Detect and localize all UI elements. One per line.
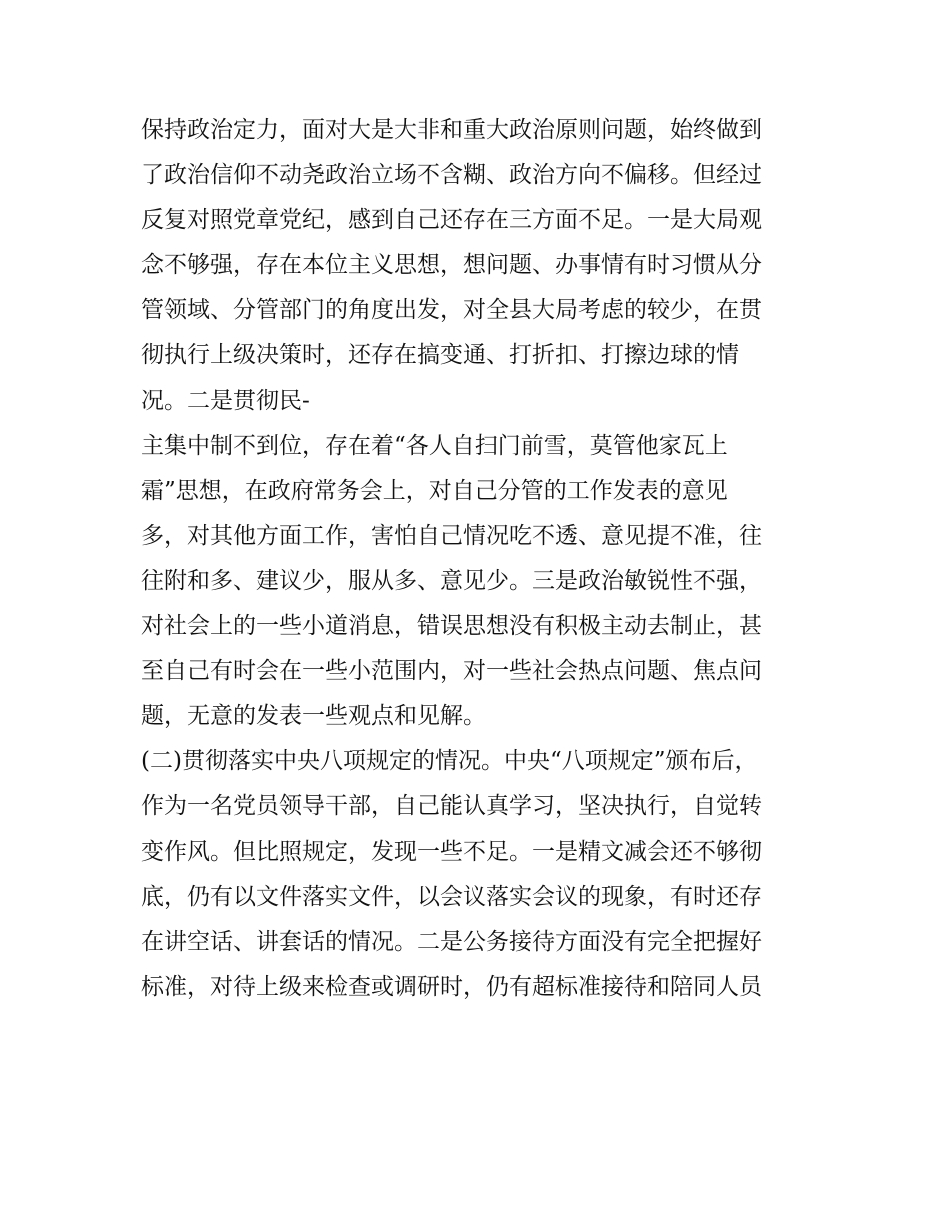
text-line: 底，仍有以文件落实文件，以会议落实会议的现象，有时还存 bbox=[141, 883, 762, 910]
text-line: 念不够强，存在本位主义思想，想问题、办事情有时习惯从分 bbox=[141, 252, 762, 279]
text-line: 管领域、分管部门的角度出发，对全县大局考虑的较少，在贯 bbox=[141, 297, 762, 324]
text-line: 主集中制不到位，存在着“各人自扫门前雪，莫管他家瓦上 bbox=[141, 432, 728, 459]
text-line: 往附和多、建议少，服从多、意见少。三是政治敏锐性不强， bbox=[141, 567, 762, 594]
text-line: 霜”思想，在政府常务会上，对自己分管的工作发表的意见 bbox=[141, 477, 728, 504]
text-line: 作为一名党员领导干部，自己能认真学习，坚决执行，自觉转 bbox=[141, 793, 762, 820]
text-line: 至自己有时会在一些小范围内，对一些社会热点问题、焦点问 bbox=[141, 658, 762, 685]
text-line: 变作风。但比照规定，发现一些不足。一是精文减会还不够彻 bbox=[141, 838, 762, 865]
text-line: 在讲空话、讲套话的情况。二是公务接待方面没有完全把握好 bbox=[141, 928, 762, 955]
text-line: 了政治信仰不动尧政治立场不含糊、政治方向不偏移。但经过 bbox=[141, 162, 762, 189]
text-line: 保持政治定力，面对大是大非和重大政治原则问题，始终做到 bbox=[141, 117, 762, 143]
text-line: 题，无意的发表一些观点和见解。 bbox=[141, 703, 486, 730]
text-line: 多，对其他方面工作，害怕自己情况吃不透、意见提不准，往 bbox=[141, 522, 762, 549]
text-line: 彻执行上级决策时，还存在搞变通、打折扣、打擦边球的情 bbox=[141, 342, 739, 369]
text-line: 对社会上的一些小道消息，错误思想没有积极主动去制止，甚 bbox=[141, 613, 762, 640]
text-line: (二)贯彻落实中央八项规定的情况。中央“八项规定”颁布后， bbox=[141, 748, 758, 775]
text-line: 况。二是贯彻民- bbox=[141, 387, 310, 414]
text-line: 标准，对待上级来检查或调研时，仍有超标准接待和陪同人员 bbox=[141, 973, 762, 1000]
document-body bbox=[141, 108, 821, 1010]
text-line: 反复对照党章党纪，感到自己还存在三方面不足。一是大局观 bbox=[141, 207, 762, 234]
